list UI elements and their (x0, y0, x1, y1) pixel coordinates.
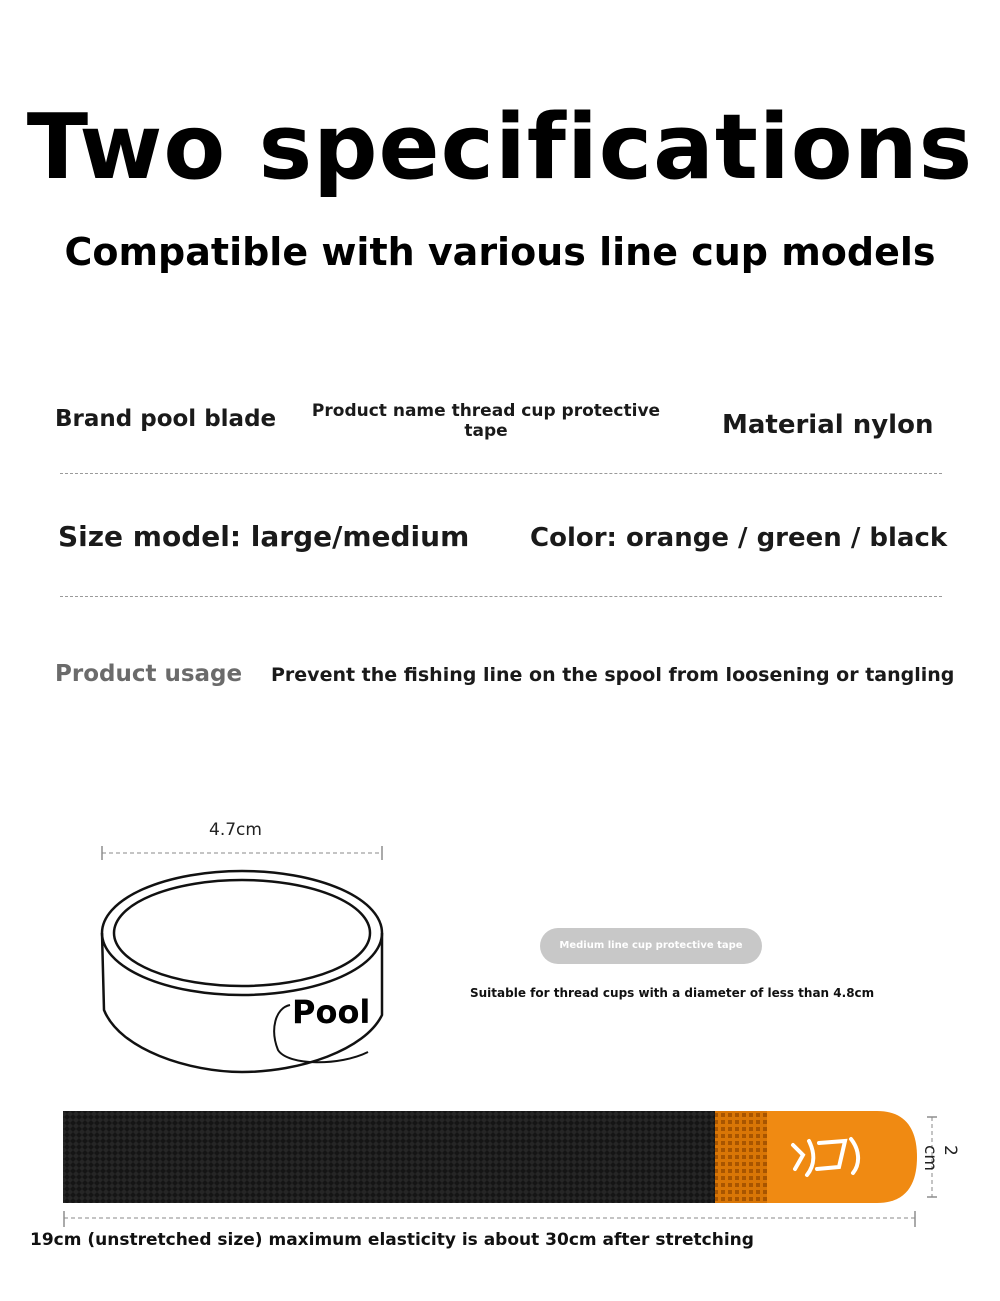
strap-length-caption: 19cm (unstretched size) maximum elasticity is about 30cm after stretching (30, 1230, 754, 1250)
usage-label: Product usage (55, 661, 243, 687)
ring-diagram (90, 840, 400, 1090)
strap-mesh-section (715, 1111, 767, 1203)
size-model-spec: Size model: large/medium (58, 520, 470, 553)
ring-width-label: 4.7cm (209, 820, 262, 840)
page-title: Two specifications (26, 95, 974, 200)
suitability-note: Suitable for thread cups with a diameter of less than 4.8cm (470, 986, 875, 1000)
product-name-spec (300, 401, 672, 441)
medium-size-badge: Medium line cup protective tape (540, 928, 762, 964)
ring-brand-text: Pool (292, 993, 371, 1031)
divider-2 (60, 596, 942, 597)
product-name-line-2: tape (464, 421, 508, 441)
width-dimension-line (102, 846, 382, 860)
divider-1 (60, 473, 942, 474)
strap-velcro-body (63, 1111, 719, 1203)
strap-diagram (55, 1105, 955, 1230)
color-spec: Color: orange / green / black (530, 523, 948, 553)
tape-ring (102, 871, 382, 1072)
material-spec: Material nylon (722, 410, 934, 440)
length-dimension-line (64, 1211, 915, 1227)
page-subtitle: Compatible with various line cup models (64, 230, 936, 274)
brand-spec: Brand pool blade (55, 406, 277, 432)
strap-height-label: 2 cm (920, 1145, 960, 1171)
usage-value: Prevent the fishing line on the spool from loosening or tangling (271, 664, 955, 686)
product-name-line-1: Product name thread cup protective (311, 401, 661, 421)
